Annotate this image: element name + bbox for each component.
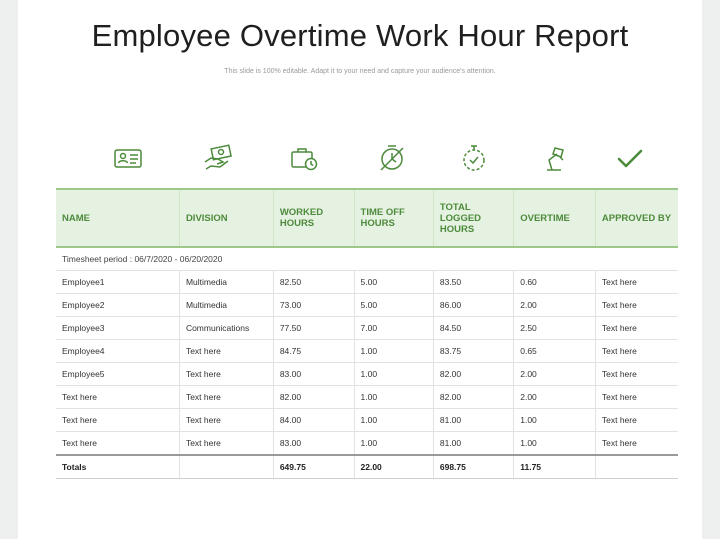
cell-approved-by: Text here	[595, 363, 678, 386]
totals-logged-hours: 698.75	[433, 455, 513, 479]
table-header-row	[56, 189, 678, 247]
cell-name: Employee5	[56, 363, 179, 386]
cell-worked-hours: 84.00	[273, 409, 354, 432]
cell-division: Multimedia	[179, 271, 273, 294]
totals-time-off-hours: 22.00	[354, 455, 433, 479]
cell-overtime: 2.00	[514, 386, 596, 409]
cell-division: Text here	[179, 386, 273, 409]
table-row	[56, 363, 678, 386]
cell-worked-hours: 82.00	[273, 386, 354, 409]
cell-approved-by: Text here	[595, 386, 678, 409]
stopwatch-icon	[456, 140, 492, 176]
cell-approved-by: Text here	[595, 294, 678, 317]
cell-division: Communications	[179, 317, 273, 340]
header-total-logged-hours: TOTAL LOGGED HOURS	[433, 189, 513, 247]
cell-time-off-hours: 1.00	[354, 340, 433, 363]
cell-division: Text here	[179, 363, 273, 386]
header-name: NAME	[56, 189, 179, 247]
cell-total-logged-hours: 83.75	[433, 340, 513, 363]
cell-total-logged-hours: 82.00	[433, 386, 513, 409]
cell-approved-by: Text here	[595, 432, 678, 456]
table-row	[56, 386, 678, 409]
header-division: DIVISION	[179, 189, 273, 247]
cell-overtime: 2.00	[514, 363, 596, 386]
money-hand-icon	[200, 140, 236, 176]
cell-total-logged-hours: 81.00	[433, 409, 513, 432]
header-worked-hours: WORKED HOURS	[273, 189, 354, 247]
table-row	[56, 432, 678, 456]
totals-division	[179, 455, 273, 479]
cell-name: Text here	[56, 432, 179, 456]
cell-time-off-hours: 1.00	[354, 432, 433, 456]
cell-time-off-hours: 5.00	[354, 271, 433, 294]
table-row	[56, 317, 678, 340]
cell-time-off-hours: 7.00	[354, 317, 433, 340]
cell-worked-hours: 83.00	[273, 363, 354, 386]
cell-worked-hours: 82.50	[273, 271, 354, 294]
cell-name: Text here	[56, 386, 179, 409]
cell-division: Text here	[179, 432, 273, 456]
cell-approved-by: Text here	[595, 340, 678, 363]
cell-overtime: 1.00	[514, 432, 596, 456]
cell-worked-hours: 84.75	[273, 340, 354, 363]
table-row	[56, 271, 678, 294]
cell-worked-hours: 77.50	[273, 317, 354, 340]
cell-total-logged-hours: 81.00	[433, 432, 513, 456]
id-card-icon	[110, 140, 146, 176]
cell-time-off-hours: 1.00	[354, 409, 433, 432]
totals-worked-hours: 649.75	[273, 455, 354, 479]
cell-total-logged-hours: 84.50	[433, 317, 513, 340]
cell-overtime: 2.50	[514, 317, 596, 340]
cell-total-logged-hours: 82.00	[433, 363, 513, 386]
cell-time-off-hours: 1.00	[354, 363, 433, 386]
header-approved-by: APPROVED BY	[595, 189, 678, 247]
no-time-icon	[374, 140, 410, 176]
cell-overtime: 1.00	[514, 409, 596, 432]
cell-overtime: 0.65	[514, 340, 596, 363]
cell-name: Text here	[56, 409, 179, 432]
cell-approved-by: Text here	[595, 409, 678, 432]
cell-approved-by: Text here	[595, 317, 678, 340]
cell-total-logged-hours: 86.00	[433, 294, 513, 317]
totals-approved-by	[595, 455, 678, 479]
briefcase-clock-icon	[286, 140, 322, 176]
cell-name: Employee2	[56, 294, 179, 317]
cell-time-off-hours: 1.00	[354, 386, 433, 409]
cell-time-off-hours: 5.00	[354, 294, 433, 317]
desk-lamp-icon	[538, 140, 574, 176]
icon-row	[56, 140, 676, 176]
overtime-table	[56, 188, 678, 479]
timesheet-period: Timesheet period : 06/7/2020 - 06/20/2020	[56, 247, 678, 271]
page-title: Employee Overtime Work Hour Report	[91, 18, 629, 53]
cell-approved-by: Text here	[595, 271, 678, 294]
table-row	[56, 294, 678, 317]
cell-name: Employee1	[56, 271, 179, 294]
totals-row	[56, 455, 678, 479]
cell-worked-hours: 83.00	[273, 432, 354, 456]
cell-division: Text here	[179, 409, 273, 432]
cell-total-logged-hours: 83.50	[433, 271, 513, 294]
timesheet-period-row	[56, 247, 678, 271]
cell-overtime: 2.00	[514, 294, 596, 317]
totals-overtime: 11.75	[514, 455, 596, 479]
cell-division: Text here	[179, 340, 273, 363]
table-row	[56, 340, 678, 363]
table-row	[56, 409, 678, 432]
cell-division: Multimedia	[179, 294, 273, 317]
cell-name: Employee4	[56, 340, 179, 363]
page-subtitle: This slide is 100% editable. Adapt it to your need and capture your audience's attention.	[224, 68, 496, 75]
totals-label: Totals	[56, 455, 179, 479]
cell-overtime: 0.60	[514, 271, 596, 294]
checkmark-icon	[612, 140, 648, 176]
cell-worked-hours: 73.00	[273, 294, 354, 317]
header-overtime: OVERTIME	[514, 189, 596, 247]
cell-name: Employee3	[56, 317, 179, 340]
header-time-off-hours: TIME OFF HOURS	[354, 189, 433, 247]
